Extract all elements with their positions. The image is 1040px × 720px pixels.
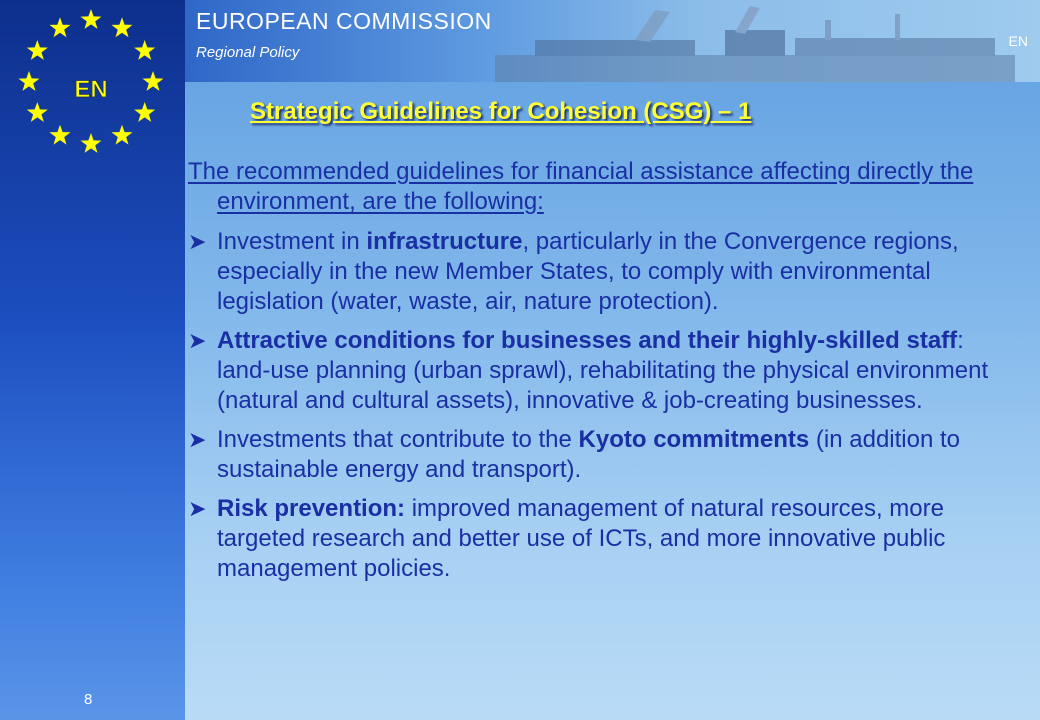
flag-star-icon	[81, 133, 102, 153]
eu-flag-logo	[6, 2, 176, 170]
flag-star-icon	[27, 40, 48, 60]
bullet-item	[188, 227, 1023, 317]
bullet-text: : land-use planning (urban sprawl), rehabilitating the physical environment (natural and cultural assets), innovative & job-creating businesses.	[217, 327, 989, 414]
flag-star-icon	[134, 40, 155, 60]
language-code: EN	[1008, 33, 1028, 49]
org-title: EUROPEAN COMMISSION	[196, 8, 492, 34]
arrow-bullet-icon: ➤	[188, 229, 207, 254]
slide-content	[188, 157, 1023, 593]
harbor-photo	[495, 0, 1015, 82]
arrow-bullet-icon: ➤	[188, 427, 207, 452]
bullet-item	[188, 326, 1023, 416]
bullet-text: Investment in	[217, 228, 367, 255]
arrow-bullet-icon: ➤	[188, 328, 207, 353]
bullet-text: improved management of natural resources, more targeted research and better use of ICTs, and more innovative public management policies.	[217, 495, 946, 582]
bullet-bold-text: Attractive conditions for businesses and their highly-skilled staff	[217, 327, 958, 354]
org-subtitle: Regional Policy	[196, 44, 300, 61]
bullet-text: , particularly in the Convergence regions, especially in the new Member States, to comply with environmental legislation (water, waste, air, nature protection).	[217, 228, 959, 315]
bullet-list	[188, 227, 1023, 584]
flag-star-icon	[143, 71, 164, 91]
flag-label: EN	[74, 76, 108, 103]
bullet-bold-text: Risk prevention:	[217, 495, 406, 522]
flag-star-icon	[112, 17, 133, 37]
intro-text: The recommended guidelines for financial assistance affecting directly the environment, are the following:	[188, 158, 974, 215]
bullet-bold-text: Kyoto commitments	[578, 426, 810, 453]
slide-title: Strategic Guidelines for Cohesion (CSG) – 1	[250, 98, 752, 125]
flag-star-icon	[81, 9, 102, 29]
sidebar	[0, 0, 185, 720]
bullet-text: (in addition to sustainable energy and transport).	[217, 426, 961, 483]
bullet-item	[188, 494, 1023, 584]
bullet-text: Investments that contribute to the	[217, 426, 579, 453]
flag-star-icon	[27, 102, 48, 122]
arrow-bullet-icon: ➤	[188, 496, 207, 521]
flag-star-icon	[50, 125, 71, 145]
bullet-item	[188, 425, 1023, 485]
page-number: 8	[84, 691, 93, 708]
flag-star-icon	[50, 17, 71, 37]
bullet-bold-text: infrastructure	[366, 228, 523, 255]
flag-star-icon	[19, 71, 40, 91]
flag-star-icon	[134, 102, 155, 122]
flag-star-icon	[112, 125, 133, 145]
